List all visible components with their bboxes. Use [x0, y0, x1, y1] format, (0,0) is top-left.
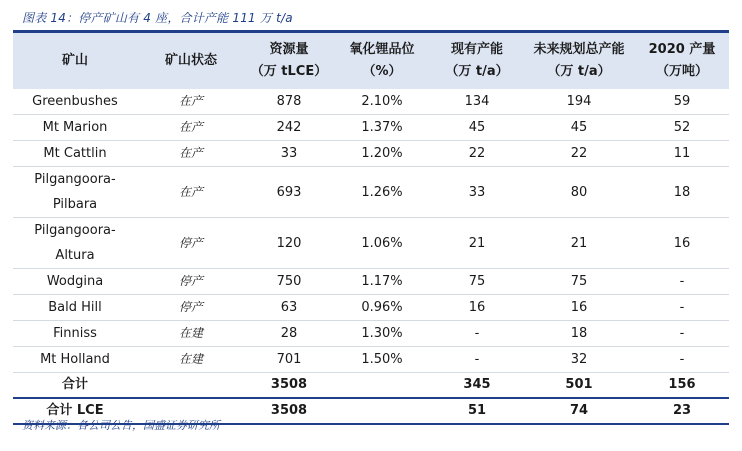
total-lce-grade-empty [333, 398, 431, 424]
cell-mine [13, 218, 137, 269]
header-output-2020: 2020 产量 （万吨） [635, 32, 729, 90]
header-resources: 资源量 （万 tLCE） [245, 32, 333, 90]
cell-mine: Mt Marion [13, 115, 137, 141]
cell-planned: 22 [523, 141, 635, 167]
total-row [13, 373, 729, 399]
header-capacity: 现有产能 （万 t/a） [431, 32, 523, 90]
cell-mine-line: Pilbara [52, 197, 98, 212]
cell-resources: 242 [245, 115, 333, 141]
cell-status: 在产 [137, 89, 245, 115]
cell-output-2020: 18 [635, 167, 729, 218]
total-output-2020: 156 [635, 373, 729, 399]
cell-mine: Mt Holland [13, 347, 137, 373]
cell-planned: 16 [523, 295, 635, 321]
cell-resources: 750 [245, 269, 333, 295]
cell-capacity: 21 [431, 218, 523, 269]
cell-resources: 701 [245, 347, 333, 373]
cell-status: 在建 [137, 347, 245, 373]
cell-planned: 32 [523, 347, 635, 373]
header-planned: 未来规划总产能 （万 t/a） [523, 32, 635, 90]
cell-output-2020: 11 [635, 141, 729, 167]
cell-resources: 63 [245, 295, 333, 321]
cell-capacity: 134 [431, 89, 523, 115]
cell-grade: 1.50% [333, 347, 431, 373]
cell-resources: 28 [245, 321, 333, 347]
cell-output-2020: 16 [635, 218, 729, 269]
cell-grade: 2.10% [333, 89, 431, 115]
table-row [13, 295, 729, 321]
cell-capacity: - [431, 347, 523, 373]
table-row [13, 167, 729, 218]
cell-resources: 120 [245, 218, 333, 269]
cell-capacity: - [431, 321, 523, 347]
total-label: 合计 [13, 373, 137, 399]
cell-capacity: 75 [431, 269, 523, 295]
cell-planned: 194 [523, 89, 635, 115]
cell-status: 停产 [137, 269, 245, 295]
total-grade-empty [333, 373, 431, 399]
header-status: 矿山状态 [137, 32, 245, 90]
total-status-empty [137, 373, 245, 399]
total-capacity: 345 [431, 373, 523, 399]
cell-grade: 0.96% [333, 295, 431, 321]
total-lce-resources: 3508 [245, 398, 333, 424]
cell-status: 在产 [137, 115, 245, 141]
cell-planned: 75 [523, 269, 635, 295]
cell-capacity: 33 [431, 167, 523, 218]
cell-output-2020: - [635, 321, 729, 347]
cell-mine-line: Altura [55, 248, 95, 263]
cell-output-2020: - [635, 269, 729, 295]
table-row [13, 269, 729, 295]
lithium-mines-table [13, 30, 729, 425]
header-grade: 氧化锂品位 （%） [333, 32, 431, 90]
cell-planned: 18 [523, 321, 635, 347]
cell-status: 在产 [137, 167, 245, 218]
cell-grade: 1.20% [333, 141, 431, 167]
cell-grade: 1.26% [333, 167, 431, 218]
cell-resources: 33 [245, 141, 333, 167]
cell-status: 停产 [137, 218, 245, 269]
cell-planned: 80 [523, 167, 635, 218]
cell-resources: 693 [245, 167, 333, 218]
cell-mine-line: Pilgangoora- [34, 223, 116, 238]
cell-mine: Wodgina [13, 269, 137, 295]
source-note: 资料来源：各公司公告，国盛证券研究所 [22, 419, 220, 432]
cell-planned: 21 [523, 218, 635, 269]
cell-mine: Finniss [13, 321, 137, 347]
cell-grade: 1.17% [333, 269, 431, 295]
cell-grade: 1.30% [333, 321, 431, 347]
cell-mine: Mt Cattlin [13, 141, 137, 167]
cell-capacity: 22 [431, 141, 523, 167]
cell-mine-line: Pilgangoora- [34, 172, 116, 187]
total-lce-capacity: 51 [431, 398, 523, 424]
total-resources: 3508 [245, 373, 333, 399]
cell-mine: Greenbushes [13, 89, 137, 115]
cell-status: 停产 [137, 295, 245, 321]
table-row [13, 347, 729, 373]
cell-capacity: 45 [431, 115, 523, 141]
cell-mine: Bald Hill [13, 295, 137, 321]
total-lce-planned: 74 [523, 398, 635, 424]
cell-status: 在建 [137, 321, 245, 347]
total-planned: 501 [523, 373, 635, 399]
table-row [13, 218, 729, 269]
cell-output-2020: 59 [635, 89, 729, 115]
cell-resources: 878 [245, 89, 333, 115]
cell-output-2020: - [635, 295, 729, 321]
cell-grade: 1.37% [333, 115, 431, 141]
cell-grade: 1.06% [333, 218, 431, 269]
cell-capacity: 16 [431, 295, 523, 321]
total-lce-output-2020: 23 [635, 398, 729, 424]
total-lce-label: 合计 LCE [13, 398, 137, 424]
cell-planned: 45 [523, 115, 635, 141]
table-row [13, 115, 729, 141]
table-row [13, 141, 729, 167]
header-mine: 矿山 [13, 32, 137, 90]
table-caption: 图表 14：停产矿山有 4 座，合计产能 111 万 t/a [22, 11, 293, 25]
cell-output-2020: 52 [635, 115, 729, 141]
cell-status: 在产 [137, 141, 245, 167]
table-row [13, 321, 729, 347]
table-row [13, 89, 729, 115]
cell-mine [13, 167, 137, 218]
cell-output-2020: - [635, 347, 729, 373]
header-row [13, 32, 729, 90]
